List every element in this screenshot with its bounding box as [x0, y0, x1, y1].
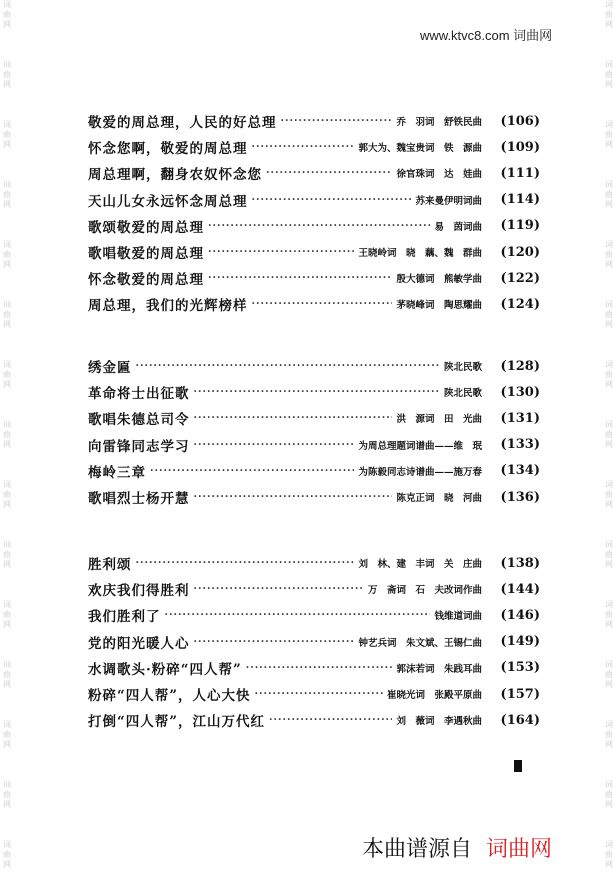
- toc-entry-credits: 刘 薇词 李遇秋曲: [396, 716, 482, 728]
- toc-entry-title: 怀念您啊，敬爱的周总理: [88, 141, 248, 158]
- page-number: 114: [506, 192, 534, 208]
- toc-entry-credits: 洪 源词 田 光曲: [396, 414, 482, 426]
- toc-entry-title: 梅岭三章: [88, 464, 146, 481]
- toc-entry-credits: 郭沫若词 朱践耳曲: [396, 663, 482, 675]
- toc-leader-dots: [252, 193, 412, 207]
- page-number: 120: [506, 244, 534, 260]
- page-paren-close: ): [533, 139, 540, 155]
- toc-entry[interactable]: [88, 604, 540, 626]
- page-paren-close: ): [533, 244, 540, 260]
- watermark-text: 词 曲 网: [3, 420, 11, 449]
- toc-entry-title: 向雷锋同志学习: [88, 438, 190, 455]
- toc-entry-page: [486, 192, 540, 207]
- toc-leader-dots: [246, 661, 393, 675]
- page-paren-open: (: [500, 410, 507, 426]
- page-paren-open: (: [500, 686, 507, 702]
- toc-entry-page: [486, 437, 540, 452]
- toc-entry[interactable]: [88, 110, 540, 132]
- page-paren-open: (: [500, 358, 507, 374]
- toc-entry-page: [486, 556, 540, 571]
- toc-entry-page: [486, 687, 540, 702]
- page-paren-open: (: [500, 555, 507, 571]
- watermark-text: 词 曲 网: [605, 300, 613, 329]
- page-paren-close: ): [533, 489, 540, 505]
- toc-entry-page: [486, 166, 540, 181]
- page-paren-close: ): [533, 270, 540, 286]
- toc-entry-title: 粉碎“四人帮”，人心大快: [88, 688, 251, 704]
- toc-entry-title: 歌唱烈士杨开慧: [88, 491, 190, 507]
- toc-entry[interactable]: [88, 215, 540, 237]
- toc-entry-page: [486, 218, 540, 233]
- watermark-text: 词 曲 网: [605, 420, 613, 449]
- page-number: 131: [506, 410, 534, 426]
- page-paren-open: (: [500, 712, 507, 728]
- page-number: 146: [506, 607, 534, 623]
- toc-entry-page: [486, 608, 540, 623]
- watermark-text: 词 曲 网: [3, 180, 11, 209]
- page-paren-open: (: [500, 113, 507, 129]
- toc-entry-title: 怀念敬爱的周总理: [88, 272, 204, 289]
- toc-leader-dots: [255, 687, 383, 701]
- toc-entry-page: [486, 490, 540, 505]
- toc-entry-credits: 万 斋词 石 夫改词作曲: [367, 585, 482, 597]
- toc-leader-dots: [269, 713, 392, 727]
- toc-entry-page: [486, 463, 540, 478]
- page-number: 138: [506, 555, 534, 571]
- page-paren-close: ): [533, 581, 540, 597]
- watermark-text: 词 曲 网: [605, 840, 613, 869]
- toc-entry-credits: 陈克正词 晓 河曲: [396, 493, 482, 504]
- toc-leader-dots: [208, 245, 354, 259]
- watermark-text: 词 曲 网: [3, 480, 11, 509]
- page-paren-close: ): [533, 165, 540, 181]
- toc-entry-credits: 乔 羽词 舒铁民曲: [396, 117, 482, 128]
- toc-entry-title: 革命将士出征歌: [88, 386, 190, 403]
- page-number: 164: [506, 712, 534, 728]
- page-number: 157: [506, 686, 534, 702]
- toc-leader-dots: [194, 411, 393, 425]
- toc-leader-dots: [194, 385, 440, 399]
- toc-entry-title: 党的阳光暖人心: [88, 635, 190, 652]
- toc-entry-page: [486, 582, 540, 597]
- page-number: 133: [506, 437, 534, 453]
- toc-entry[interactable]: [88, 136, 540, 158]
- toc-leader-dots: [194, 635, 355, 649]
- toc-leader-dots: [136, 556, 355, 570]
- footer-source-label: 本曲谱源自: [362, 837, 473, 862]
- page-paren-open: (: [500, 192, 507, 208]
- toc-leader-dots: [266, 166, 392, 180]
- toc-entry-title: 欢庆我们得胜利: [88, 583, 190, 600]
- toc-entry-page: [486, 297, 540, 312]
- page-paren-close: ): [533, 712, 540, 728]
- page-paren-open: (: [500, 244, 507, 260]
- watermark-text: 词 曲 网: [605, 720, 613, 749]
- toc-entry[interactable]: [88, 293, 540, 315]
- toc-entry[interactable]: [88, 657, 540, 679]
- watermark-text: 词 曲 网: [605, 180, 613, 209]
- page-paren-open: (: [500, 581, 507, 597]
- watermark-text: 词 曲 网: [3, 240, 11, 269]
- toc-entry-credits: 徐官珠词 达 娃曲: [396, 169, 482, 181]
- toc-entry-credits: 苏来曼伊明词曲: [415, 195, 482, 207]
- toc-entry-title: 歌唱朱德总司令: [88, 412, 190, 429]
- toc-leader-dots: [194, 582, 364, 596]
- watermark-text: 词 曲 网: [3, 300, 11, 329]
- page-paren-close: ): [533, 218, 540, 234]
- page-number: 153: [506, 660, 534, 676]
- toc-entry-credits: 为周总理题词谱曲——维 珉: [358, 440, 482, 452]
- toc-entry[interactable]: [88, 552, 540, 574]
- toc-entry[interactable]: [88, 631, 540, 653]
- watermark-text: 词 曲 网: [3, 780, 11, 809]
- left-watermark-strip: [0, 0, 14, 891]
- watermark-text: 词 曲 网: [605, 480, 613, 509]
- page-number: 134: [506, 463, 534, 479]
- toc-entry-title: 我们胜利了: [88, 609, 161, 626]
- watermark-text: 词 曲 网: [605, 60, 613, 89]
- toc-entry-page: [486, 713, 540, 728]
- page-number: 149: [506, 634, 534, 650]
- page-paren-close: ): [533, 634, 540, 650]
- toc-entry[interactable]: [88, 434, 540, 456]
- watermark-text: 词 曲 网: [3, 360, 11, 389]
- page-paren-open: (: [500, 489, 507, 505]
- toc-leader-dots: [252, 140, 355, 154]
- page-paren-close: ): [533, 463, 540, 479]
- page-paren-open: (: [500, 463, 507, 479]
- toc-entry-credits: 陕北民歌: [443, 388, 482, 400]
- page-paren-open: (: [500, 384, 507, 400]
- page-number: 111: [506, 165, 534, 181]
- toc-entry-credits: 崔晓光词 张殿平原曲: [386, 690, 482, 701]
- toc-entry[interactable]: [88, 407, 540, 429]
- toc-entry-credits: 易 茵词曲: [434, 221, 482, 233]
- page-paren-close: ): [533, 437, 540, 453]
- page-paren-close: ): [533, 607, 540, 623]
- toc-entry-credits: 郭大为、魏宝贵词 铁 源曲: [358, 143, 482, 155]
- toc-entry-page: [486, 245, 540, 260]
- toc-leader-dots: [252, 297, 393, 311]
- toc-entry[interactable]: [88, 355, 540, 377]
- watermark-text: 词 曲 网: [3, 840, 11, 869]
- site-url-header: www.ktvc8.com 词曲网: [420, 28, 553, 43]
- toc-entry-page: [486, 359, 540, 374]
- toc-entry[interactable]: [88, 460, 540, 482]
- page-paren-close: ): [533, 113, 540, 129]
- page-paren-open: (: [500, 218, 507, 234]
- toc-entry[interactable]: [88, 486, 540, 508]
- page-paren-open: (: [500, 634, 507, 650]
- page-paren-close: ): [533, 555, 540, 571]
- toc-leader-dots: [208, 219, 430, 233]
- toc-entry-credits: 茅晓峰词 陶思耀曲: [396, 300, 482, 312]
- watermark-text: 词 曲 网: [3, 540, 11, 569]
- watermark-text: 词 曲 网: [3, 120, 11, 149]
- toc-entry[interactable]: [88, 241, 540, 263]
- page-paren-close: ): [533, 384, 540, 400]
- toc-entry-title: 绣金匾: [88, 360, 132, 376]
- page-number-marker: [514, 760, 522, 772]
- page-paren-close: ): [533, 660, 540, 676]
- toc-entry-title: 歌颂敬爱的周总理: [88, 219, 204, 236]
- footer-site-name: 词曲网: [486, 837, 553, 862]
- page-number: 119: [506, 218, 534, 234]
- toc-leader-dots: [165, 608, 431, 622]
- page-number: 106: [506, 113, 534, 129]
- page-number: 124: [506, 296, 534, 312]
- page-number: 136: [506, 489, 534, 505]
- toc-entry-credits: 陕北民歌: [443, 362, 482, 373]
- toc-entry[interactable]: [88, 683, 540, 705]
- watermark-text: 词 曲 网: [605, 240, 613, 269]
- toc-entry-credits: 殷大德词 熊敏学曲: [396, 274, 482, 286]
- toc-entry-title: 打倒“四人帮”，江山万代红: [88, 714, 266, 731]
- watermark-text: 词 曲 网: [605, 360, 613, 389]
- toc-entry[interactable]: [88, 267, 540, 289]
- watermark-text: 词 曲 网: [3, 0, 11, 29]
- page-paren-close: ): [533, 358, 540, 374]
- page-paren-close: ): [533, 296, 540, 312]
- page-number: 144: [506, 581, 534, 597]
- page-number: 130: [506, 384, 534, 400]
- toc-entry-page: [486, 114, 540, 129]
- toc-leader-dots: [194, 438, 355, 452]
- watermark-text: 词 曲 网: [605, 780, 613, 809]
- page-paren-open: (: [500, 607, 507, 623]
- page-paren-close: ): [533, 410, 540, 426]
- page-paren-open: (: [500, 165, 507, 181]
- toc-entry-page: [486, 660, 540, 675]
- watermark-text: 词 曲 网: [3, 720, 11, 749]
- page-paren-open: (: [500, 660, 507, 676]
- watermark-text: 词 曲 网: [3, 60, 11, 89]
- toc-entry-title: 周总理啊，翻身农奴怀念您: [88, 167, 262, 184]
- toc-entry-title: 水调歌头·粉碎“四人帮”: [88, 661, 242, 678]
- toc-entry[interactable]: [88, 578, 540, 600]
- toc-entry-page: [486, 411, 540, 426]
- page-paren-close: ): [533, 686, 540, 702]
- toc-entry-title: 歌唱敬爱的周总理: [88, 246, 204, 262]
- right-watermark-strip: [602, 0, 616, 891]
- page-number: 109: [506, 139, 534, 155]
- toc-entry-page: [486, 385, 540, 400]
- toc-leader-dots: [150, 464, 354, 478]
- watermark-text: 词 曲 网: [3, 660, 11, 689]
- watermark-text: 词 曲 网: [605, 0, 613, 29]
- page-paren-close: ): [533, 192, 540, 208]
- toc-entry-credits: 钱维道词曲: [434, 611, 482, 623]
- page-paren-open: (: [500, 296, 507, 312]
- toc-entry[interactable]: [88, 709, 540, 731]
- toc-entry-page: [486, 140, 540, 155]
- toc-entry[interactable]: [88, 189, 540, 211]
- toc-leader-dots: [208, 271, 392, 285]
- toc-entry-page: [486, 271, 540, 286]
- toc-entry-title: 敬爱的周总理，人民的好总理: [88, 115, 277, 131]
- watermark-text: 词 曲 网: [3, 600, 11, 629]
- toc-entry-title: 周总理，我们的光辉榜样: [88, 298, 248, 315]
- watermark-text: 词 曲 网: [605, 600, 613, 629]
- toc-entry-credits: 王晓岭词 晓 藕、魏 群曲: [358, 248, 482, 259]
- page-paren-open: (: [500, 437, 507, 453]
- page-paren-open: (: [500, 139, 507, 155]
- watermark-text: 词 曲 网: [605, 120, 613, 149]
- toc-entry-credits: 为陈毅同志诗谱曲——施万春: [358, 466, 482, 478]
- page-paren-open: (: [500, 270, 507, 286]
- toc-entry-credits: 刘 林、建 丰词 关 庄曲: [358, 559, 482, 570]
- toc-entry[interactable]: [88, 162, 540, 184]
- watermark-text: 词 曲 网: [605, 660, 613, 689]
- toc-leader-dots: [281, 114, 393, 128]
- page-number: 128: [506, 358, 534, 374]
- toc-entry-title: 胜利颂: [88, 557, 132, 573]
- toc-entry[interactable]: [88, 381, 540, 403]
- watermark-text: 词 曲 网: [605, 540, 613, 569]
- footer-source-credit: [362, 832, 552, 863]
- toc-leader-dots: [194, 490, 393, 504]
- toc-entry-credits: 钟艺兵词 朱文斌、王锡仁曲: [358, 637, 482, 649]
- page-number: 122: [506, 270, 534, 286]
- toc-entry-title: 天山儿女永远怀念周总理: [88, 193, 248, 210]
- toc-leader-dots: [136, 359, 440, 373]
- toc-entry-page: [486, 634, 540, 649]
